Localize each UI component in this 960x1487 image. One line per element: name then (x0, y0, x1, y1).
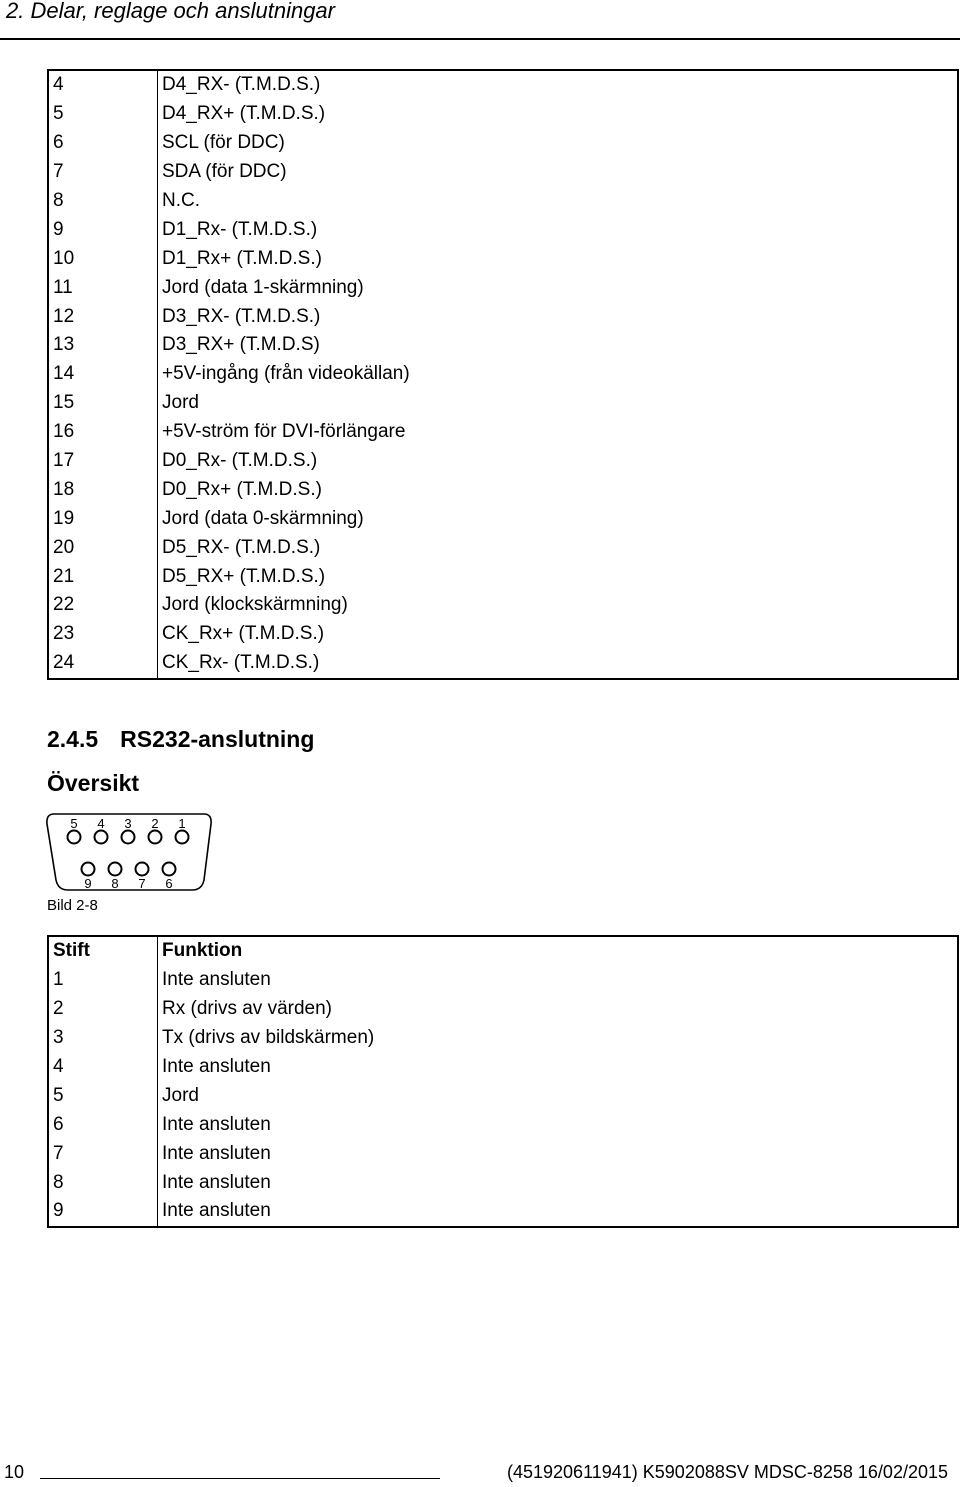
pin-number: 19 (48, 504, 158, 533)
pin-function: Tx (drivs av bildskärmen) (162, 1027, 375, 1049)
connector-pin-label: 2 (151, 816, 159, 831)
pin-number: 21 (48, 562, 158, 591)
pin-signal: D3_RX+ (T.M.D.S) (162, 334, 320, 356)
pin-signal: D5_RX+ (T.M.D.S.) (162, 565, 326, 587)
subheading-overview: Översikt (47, 770, 140, 796)
pin-function: Inte ansluten (162, 1200, 271, 1222)
dvi-pinout-table (47, 69, 959, 680)
pin-number: 8 (48, 1168, 158, 1197)
footer-divider (40, 1478, 440, 1479)
pin-number: 4 (48, 70, 158, 100)
table-row (48, 302, 958, 331)
table-row (48, 1197, 958, 1227)
connector-pin-hole (136, 863, 149, 876)
pin-function: Inte ansluten (162, 1142, 271, 1164)
table-row (48, 591, 958, 620)
table-row (48, 331, 958, 360)
table-row (48, 273, 958, 302)
pin-signal: D0_Rx- (T.M.D.S.) (162, 450, 318, 472)
table-row (48, 966, 958, 995)
db9-connector-diagram (44, 810, 216, 894)
connector-pin-label: 6 (165, 876, 173, 891)
pin-number: 22 (48, 591, 158, 620)
pin-signal: CK_Rx+ (T.M.D.S.) (162, 623, 325, 645)
pin-signal: D3_RX- (T.M.D.S.) (162, 305, 321, 327)
table-row (48, 1053, 958, 1082)
table-row (48, 649, 958, 679)
connector-pin-hole (163, 863, 176, 876)
pin-number: 5 (48, 1081, 158, 1110)
pin-signal: D1_Rx+ (T.M.D.S.) (162, 247, 322, 269)
table-header-row (48, 936, 958, 966)
table-row (48, 620, 958, 649)
pin-number: 5 (48, 100, 158, 129)
connector-pin-hole (95, 831, 108, 844)
pin-signal: +5V-ström för DVI-förlängare (162, 421, 406, 443)
table-row (48, 389, 958, 418)
pin-signal: D1_Rx- (T.M.D.S.) (162, 218, 318, 240)
page-header-title: 2. Delar, reglage och anslutningar (6, 0, 335, 23)
pin-signal: D5_RX- (T.M.D.S.) (162, 536, 321, 558)
pin-signal: D4_RX- (T.M.D.S.) (162, 74, 321, 96)
connector-pin-hole (122, 831, 135, 844)
pin-number: 15 (48, 389, 158, 418)
footer-page-number: 10 (4, 1462, 25, 1482)
connector-pin-hole (82, 863, 95, 876)
pin-number: 11 (48, 273, 158, 302)
table-row (48, 1024, 958, 1053)
table-row (48, 447, 958, 476)
table-row (48, 70, 958, 100)
pin-number: 12 (48, 302, 158, 331)
table-row (48, 100, 958, 129)
pin-signal: Jord (klockskärmning) (162, 594, 348, 616)
pin-signal: Jord (162, 392, 199, 414)
pin-number: 9 (48, 1197, 158, 1227)
connector-pin-hole (68, 831, 81, 844)
pin-number: 7 (48, 158, 158, 187)
table-row (48, 1110, 958, 1139)
pin-number: 16 (48, 418, 158, 447)
pin-number: 17 (48, 447, 158, 476)
connector-pin-label: 8 (111, 876, 119, 891)
pin-number: 20 (48, 533, 158, 562)
pin-signal: D4_RX+ (T.M.D.S.) (162, 103, 326, 125)
header-divider (0, 38, 960, 40)
figure-caption: Bild 2-8 (47, 897, 98, 914)
pin-number: 2 (48, 995, 158, 1024)
pin-number: 4 (48, 1053, 158, 1082)
pin-number: 10 (48, 244, 158, 273)
rs232-pinout-table (47, 935, 959, 1228)
table-row (48, 562, 958, 591)
pin-number: 7 (48, 1139, 158, 1168)
pin-signal: SDA (för DDC) (162, 161, 287, 183)
table-row (48, 1168, 958, 1197)
table-row (48, 504, 958, 533)
section-number: 2.4.5 (47, 726, 99, 752)
table-row (48, 187, 958, 216)
table-row (48, 1139, 958, 1168)
table-row (48, 215, 958, 244)
table-row (48, 995, 958, 1024)
connector-pin-label: 1 (178, 816, 186, 831)
table-row (48, 418, 958, 447)
pin-function: Inte ansluten (162, 1171, 271, 1193)
pin-number: 9 (48, 215, 158, 244)
pin-number: 1 (48, 966, 158, 995)
connector-pin-label: 3 (124, 816, 132, 831)
connector-pin-hole (149, 831, 162, 844)
pin-number: 18 (48, 475, 158, 504)
table-row (48, 1081, 958, 1110)
table-row (48, 129, 958, 158)
pin-signal: D0_Rx+ (T.M.D.S.) (162, 478, 322, 500)
pin-signal: CK_Rx- (T.M.D.S.) (162, 652, 320, 674)
pin-number: 8 (48, 187, 158, 216)
pin-function: Inte ansluten (162, 1113, 271, 1135)
section-title: RS232-anslutning (120, 726, 315, 752)
pin-signal: N.C. (162, 190, 200, 211)
pin-number: 24 (48, 649, 158, 679)
table-row (48, 158, 958, 187)
pin-number: 14 (48, 360, 158, 389)
connector-pin-label: 4 (97, 816, 105, 831)
pin-signal: SCL (för DDC) (162, 132, 285, 154)
pin-signal: Jord (data 0-skärmning) (162, 507, 364, 529)
connector-pin-label: 7 (138, 876, 146, 891)
section-heading (47, 726, 314, 753)
pin-signal: Jord (data 1-skärmning) (162, 276, 364, 298)
header-pin: Stift (48, 936, 158, 966)
pin-function: Jord (162, 1084, 199, 1106)
table-row (48, 244, 958, 273)
connector-pin-hole (109, 863, 122, 876)
connector-pin-label: 5 (70, 816, 78, 831)
pin-number: 6 (48, 1110, 158, 1139)
pin-function: Inte ansluten (162, 969, 271, 991)
pin-signal: +5V-ingång (från videokällan) (162, 363, 410, 385)
header-function: Funktion (162, 940, 243, 962)
pin-number: 6 (48, 129, 158, 158)
connector-pin-hole (176, 831, 189, 844)
table-row (48, 533, 958, 562)
pin-number: 23 (48, 620, 158, 649)
pin-number: 3 (48, 1024, 158, 1053)
pin-function: Rx (drivs av värden) (162, 998, 332, 1020)
connector-pin-label: 9 (84, 876, 92, 891)
pin-number: 13 (48, 331, 158, 360)
table-row (48, 475, 958, 504)
footer-doc-id: (451920611941) K5902088SV MDSC-8258 16/02/2015 (507, 1462, 948, 1482)
table-row (48, 360, 958, 389)
pin-function: Inte ansluten (162, 1056, 271, 1077)
